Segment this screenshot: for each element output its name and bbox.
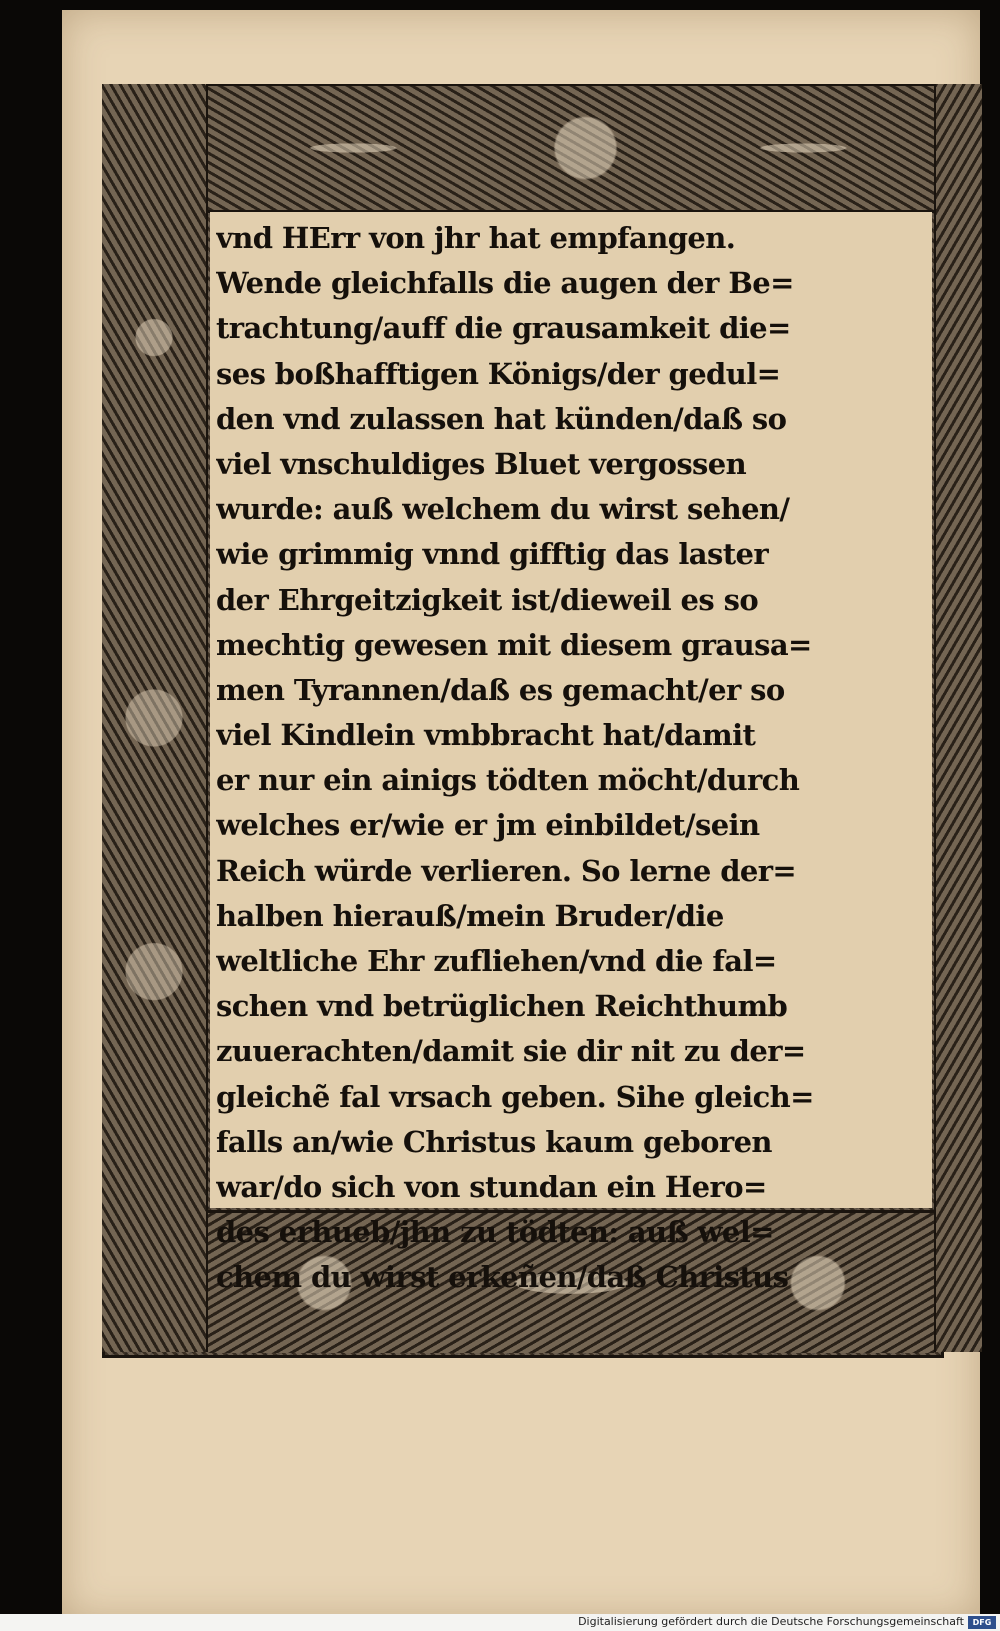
text-line: halben hierauß/mein Bruder/die — [216, 898, 724, 933]
text-line: war/do sich von stundan ein Hero= — [216, 1169, 767, 1204]
footer-bar — [0, 1614, 1000, 1631]
text-line: vnd HErr von jhr hat empfangen. — [216, 221, 736, 255]
border-left-column-ornament — [102, 84, 208, 1352]
body-text — [216, 216, 930, 1301]
text-line: chem du wirst erkeñen/daß Christus — [216, 1260, 789, 1295]
text-line: des erhueb/jhn zu tödten: auß wel= — [216, 1215, 774, 1250]
text-line: wie grimmig vnnd gifftig das laster — [216, 537, 769, 572]
text-line: viel Kindlein vmbbracht hat/damit — [216, 718, 756, 753]
text-line: zuuerachten/damit sie dir nit zu der= — [216, 1034, 806, 1069]
text-line: er nur ein ainigs tödten möcht/durch — [216, 763, 800, 798]
text-line: mechtig gewesen mit diesem grausa= — [216, 627, 812, 662]
text-line: trachtung/auff die grausamkeit die= — [216, 311, 791, 346]
text-line: schen vnd betrüglichen Reichthumb — [216, 989, 788, 1024]
text-line: ses boßhafftigen Königs/der gedul= — [216, 356, 781, 391]
text-line: gleichẽ fal vrsach geben. Sihe gleich= — [216, 1079, 814, 1114]
text-line: men Tyrannen/daß es gemacht/er so — [216, 672, 785, 707]
text-line: Reich würde verlieren. So lerne der= — [216, 853, 797, 888]
text-line: den vnd zulassen hat künden/daß so — [216, 401, 787, 436]
funding-credit: Digitalisierung gefördert durch die Deutsche Forschungsgemeinschaft — [578, 1615, 964, 1628]
text-line: falls an/wie Christus kaum geboren — [216, 1124, 772, 1159]
dfg-logo: DFG — [968, 1616, 996, 1629]
text-line: weltliche Ehr zufliehen/vnd die fal= — [216, 944, 777, 978]
text-line: Wende gleichfalls die augen der Be= — [216, 266, 794, 301]
border-top-band-ornament — [208, 86, 934, 213]
text-line: welches er/wie er jm einbildet/sein — [216, 808, 760, 843]
border-right-column-ornament — [934, 84, 982, 1352]
text-panel — [210, 212, 932, 1295]
text-line: wurde: auß welchem du wirst sehen/ — [216, 492, 790, 527]
text-line: viel vnschuldiges Bluet vergossen — [216, 446, 747, 481]
text-line: der Ehrgeitzigkeit ist/dieweil es so — [216, 582, 759, 617]
